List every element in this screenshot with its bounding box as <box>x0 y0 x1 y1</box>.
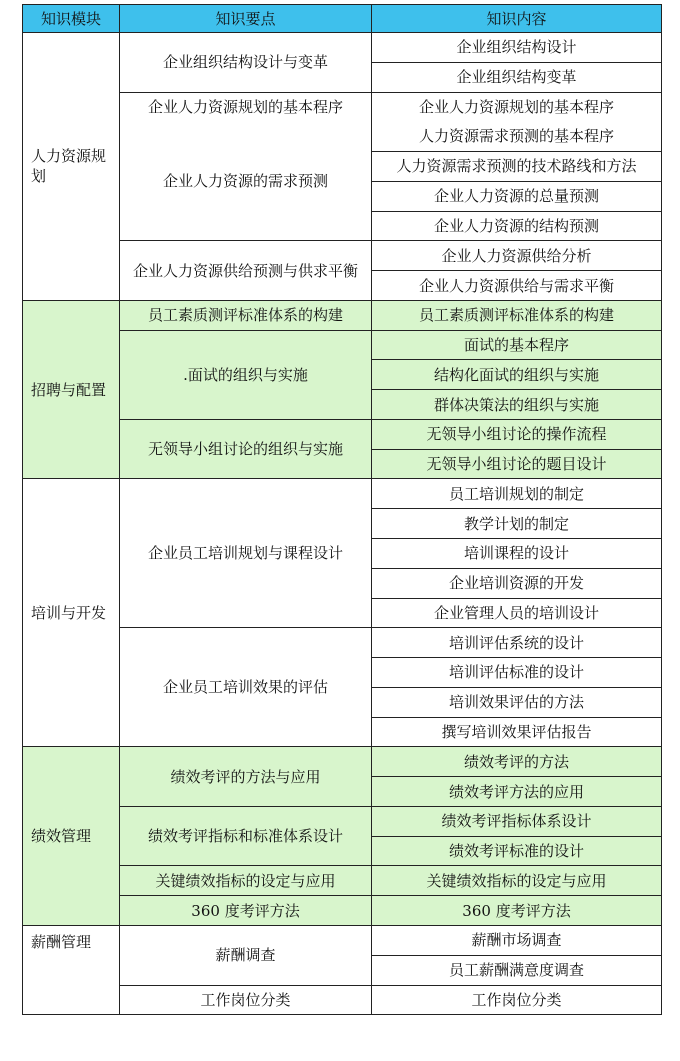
point-cell: 工作岗位分类 <box>120 985 372 1015</box>
item-cell: 培训评估标准的设计 <box>372 658 662 688</box>
header-module: 知识模块 <box>23 5 120 33</box>
point-cell: 绩效考评的方法与应用 <box>120 747 372 807</box>
item-cell: 企业管理人员的培训设计 <box>372 598 662 628</box>
item-cell: 企业人力资源供给分析 <box>372 241 662 271</box>
point-cell: 企业员工培训规划与课程设计 <box>120 479 372 628</box>
module-cell: 招聘与配置 <box>23 300 120 479</box>
item-cell: 企业组织结构设计 <box>372 33 662 63</box>
point-cell: 绩效考评指标和标准体系设计 <box>120 806 372 866</box>
item-cell: 面试的基本程序 <box>372 330 662 360</box>
item-cell: 绩效考评标准的设计 <box>372 836 662 866</box>
item-cell: 群体决策法的组织与实施 <box>372 390 662 420</box>
point-cell: 员工素质测评标准体系的构建 <box>120 300 372 330</box>
point-cell: 企业组织结构设计与变革 <box>120 33 372 93</box>
point-cell: 薪酬调查 <box>120 925 372 985</box>
item-cell: 薪酬市场调查 <box>372 925 662 955</box>
item-cell: 教学计划的制定 <box>372 509 662 539</box>
item-cell: 结构化面试的组织与实施 <box>372 360 662 390</box>
point-cell: 关键绩效指标的设定与应用 <box>120 866 372 896</box>
item-cell: 人力资源需求预测的技术路线和方法 <box>372 152 662 182</box>
item-cell: 培训课程的设计 <box>372 539 662 569</box>
point-cell: 360 度考评方法 <box>120 896 372 926</box>
table-row <box>23 33 662 63</box>
module-cell: 培训与开发 <box>23 479 120 747</box>
module-cell: 人力资源规划 <box>23 33 120 301</box>
item-cell: 无领导小组讨论的操作流程 <box>372 419 662 449</box>
point-cell: .面试的组织与实施 <box>120 330 372 419</box>
item-cell: 员工薪酬满意度调查 <box>372 955 662 985</box>
module-cell: 薪酬管理 <box>23 925 120 1014</box>
point-cell: 企业员工培训效果的评估 <box>120 628 372 747</box>
item-cell: 绩效考评指标体系设计 <box>372 806 662 836</box>
knowledge-table <box>22 4 662 1015</box>
item-cell: 培训评估系统的设计 <box>372 628 662 658</box>
item-cell: 无领导小组讨论的题目设计 <box>372 449 662 479</box>
item-cell: 撰写培训效果评估报告 <box>372 717 662 747</box>
point-cell: 企业人力资源规划的基本程序 <box>120 92 372 122</box>
item-cell: 企业人力资源供给与需求平衡 <box>372 271 662 301</box>
item-cell: 培训效果评估的方法 <box>372 687 662 717</box>
header-content: 知识内容 <box>372 5 662 33</box>
table-row <box>23 300 662 330</box>
point-cell: 企业人力资源的需求预测 <box>120 122 372 241</box>
table-row <box>23 479 662 509</box>
item-cell: 企业组织结构变革 <box>372 62 662 92</box>
item-cell: 人力资源需求预测的基本程序 <box>372 122 662 152</box>
item-cell: 员工素质测评标准体系的构建 <box>372 300 662 330</box>
item-cell: 企业人力资源规划的基本程序 <box>372 92 662 122</box>
header-row <box>23 5 662 33</box>
item-cell: 绩效考评的方法 <box>372 747 662 777</box>
item-cell: 360 度考评方法 <box>372 896 662 926</box>
item-cell: 工作岗位分类 <box>372 985 662 1015</box>
item-cell: 绩效考评方法的应用 <box>372 777 662 807</box>
item-cell: 员工培训规划的制定 <box>372 479 662 509</box>
table-row <box>23 925 662 955</box>
point-cell: 企业人力资源供给预测与供求平衡 <box>120 241 372 301</box>
table-row <box>23 747 662 777</box>
item-cell: 企业培训资源的开发 <box>372 568 662 598</box>
item-cell: 企业人力资源的总量预测 <box>372 181 662 211</box>
item-cell: 企业人力资源的结构预测 <box>372 211 662 241</box>
header-point: 知识要点 <box>120 5 372 33</box>
point-cell: 无领导小组讨论的组织与实施 <box>120 419 372 479</box>
item-cell: 关键绩效指标的设定与应用 <box>372 866 662 896</box>
module-cell: 绩效管理 <box>23 747 120 926</box>
